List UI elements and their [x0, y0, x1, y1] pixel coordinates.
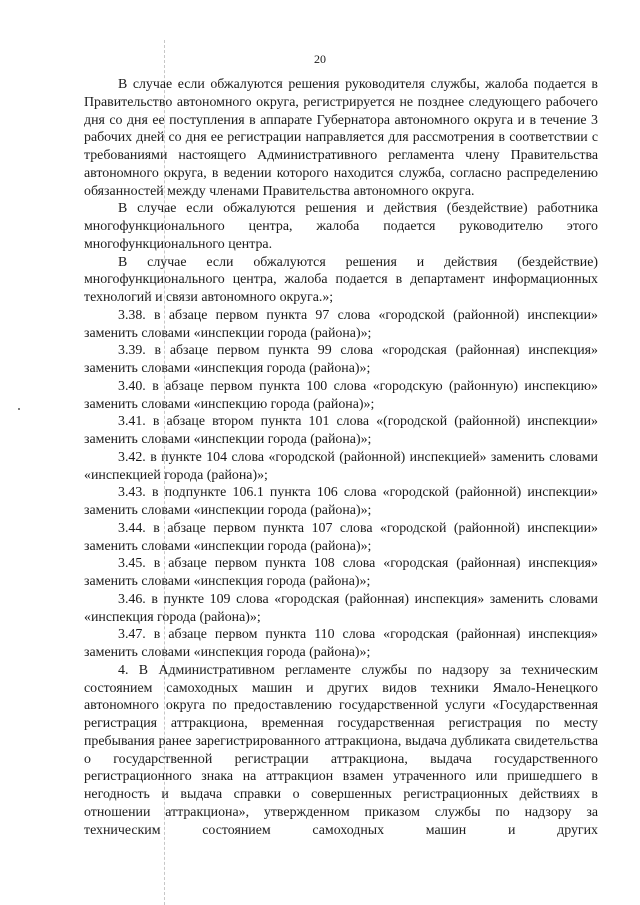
amendment-3-47: 3.47. в абзаце первом пункта 110 слова «городская (районная) инспекция» заменить словами «инспекция города (района)»; [84, 627, 598, 660]
paragraph-mfc-complaint: В случае если обжалуются решения и действия (бездействие) многофункционального центра, жалоба подается в департамент информационных технологий и связи автономного округа.»; [84, 254, 598, 305]
amendment-3-43: 3.43. в подпункте 106.1 пункта 106 слова «городской (районной) инспекции» заменить словами «инспекции города (района)»; [84, 485, 598, 518]
amendment-3-39: 3.39. в абзаце первом пункта 99 слова «городская (районная) инспекция» заменить словами «инспекция города (района)»; [84, 343, 598, 376]
paragraph-mfc-employee-complaint: В случае если обжалуются решения и действия (бездействие) работника многофункционального центра, жалоба подается руководителю этого многофункционального центра. [84, 201, 598, 252]
scan-speck [18, 408, 20, 410]
amendment-3-41: 3.41. в абзаце втором пункта 101 слова «(городской (районной) инспекции» заменить словами «инспекции города (района)»; [84, 414, 598, 447]
amendment-3-46: 3.46. в пункте 109 слова «городская (районная) инспекция» заменить словами «инспекция города (района)»; [84, 591, 598, 625]
document-body [84, 76, 598, 839]
amendment-3-42: 3.42. в пункте 104 слова «городской (районной) инспекцией» заменить словами «инспекцией города (района)»; [84, 449, 598, 483]
section-4-regulation-attractions: 4. В Административном регламенте службы по надзору за техническим состоянием самоходных машин и других видов техники Ямало-Ненецкого автономного округа по предоставлению государственной услуги «Государственная регистрация аттракциона, временная государственная регистрация по месту пребывания ранее зарегистрированного аттракциона, выдача дубликата свидетельства о государственной регистрации аттракциона, выдача государственного регистрационного знака на аттракцион взамен утраченного или пришедшего в негодность и выдача справки о совершенных регистрационных действиях в отношении аттракциона», утвержденном приказом службы по надзору за техническим состоянием самоходных машин и других [84, 662, 598, 838]
page-number: 20 [314, 52, 326, 66]
amendment-3-44: 3.44. в абзаце первом пункта 107 слова «городской (районной) инспекции» заменить словами «инспекции города (района)»; [84, 520, 598, 554]
amendment-3-38: 3.38. в абзаце первом пункта 97 слова «городской (районной) инспекции» заменить словами «инспекции города (района)»; [84, 307, 598, 341]
amendment-3-45: 3.45. в абзаце первом пункта 108 слова «городская (районная) инспекция» заменить словами «инспекция города (района)»; [84, 556, 598, 589]
paragraph-governor-complaint: В случае если обжалуются решения руководителя службы, жалоба подается в Правительство автономного округа, регистрируется не позднее следующего рабочего дня со дня ее поступления в аппарате Губернатора автономного округа и в течение 3 рабочих дней со дня ее регистрации направляется для рассмотрения в соответствии с требованиями настоящего Административного регламента члену Правительства автономного округа, в ведении которого находится служба, согласно распределению обязанностей между членами Правительства автономного округа. [84, 77, 598, 199]
amendment-3-40: 3.40. в абзаце первом пункта 100 слова «городскую (районную) инспекцию» заменить словами «инспекцию города (района)»; [84, 378, 598, 412]
